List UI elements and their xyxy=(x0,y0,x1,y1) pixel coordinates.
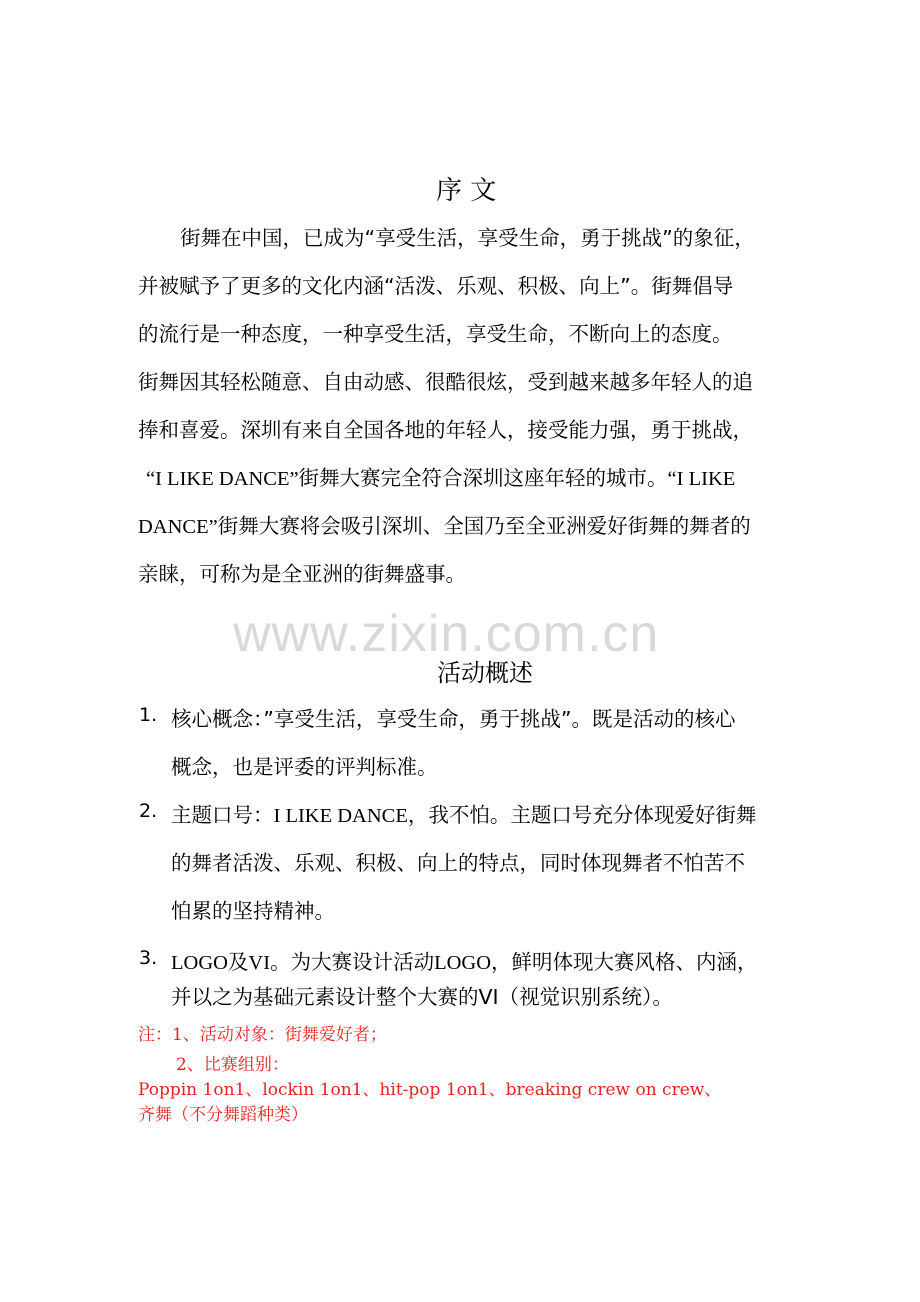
note-line: 2、比赛组别： xyxy=(176,1055,289,1075)
list-item-line: 概念，也是评委的评判标准。 xyxy=(171,755,438,779)
list-item-number: 1. xyxy=(139,704,158,726)
preface-title: 序 文 xyxy=(436,176,497,206)
preface-line: 亲睐，可称为是全亚洲的街舞盛事。 xyxy=(138,562,466,586)
preface-line: 并被赋予了更多的文化内涵“活泼、乐观、积极、向上”。街舞倡导 xyxy=(138,274,734,298)
list-item-number: 3. xyxy=(139,947,158,969)
list-item-number: 2. xyxy=(139,800,158,822)
list-item-line: 并以之为基础元素设计整个大赛的VI（视觉识别系统）。 xyxy=(171,985,673,1009)
note-line: Poppin 1on1、lockin 1on1、hit-pop 1on1、breaking crew on crew、 xyxy=(138,1080,722,1100)
list-item-line: LOGO及VI。为大赛设计活动LOGO，鲜明体现大赛风格、内涵， xyxy=(171,952,758,974)
preface-line: 街舞因其轻松随意、自由动感、很酷很炫，受到越来越多年轻人的追 xyxy=(138,370,753,394)
note-line: 齐舞（不分舞蹈种类） xyxy=(138,1105,308,1125)
preface-line: “I LIKE DANCE”街舞大赛完全符合深圳这座年轻的城市。“I LIKE xyxy=(146,468,736,490)
list-item-line: 的舞者活泼、乐观、积极、向上的特点，同时体现舞者不怕苦不 xyxy=(171,851,745,875)
overview-title: 活动概述 xyxy=(437,659,533,687)
note-line: 注：1、活动对象：街舞爱好者； xyxy=(138,1025,387,1045)
watermark: www.zixin.com.cn xyxy=(233,605,660,663)
list-item-line: 怕累的坚持精神。 xyxy=(171,899,335,923)
preface-line: 街舞在中国，已成为“享受生活，享受生命，勇于挑战”的象征， xyxy=(180,226,755,250)
preface-line: DANCE”街舞大赛将会吸引深圳、全国乃至全亚洲爱好街舞的舞者的 xyxy=(138,516,751,538)
list-item-line: 主题口号：I LIKE DANCE，我不怕。主题口号充分体现爱好街舞 xyxy=(171,805,757,827)
list-item-line: 核心概念：”享受生活，享受生命，勇于挑战”。既是活动的核心 xyxy=(171,707,736,731)
preface-line: 捧和喜爱。深圳有来自全国各地的年轻人，接受能力强，勇于挑战， xyxy=(138,418,753,442)
preface-line: 的流行是一种态度，一种享受生活，享受生命，不断向上的态度。 xyxy=(138,322,733,346)
